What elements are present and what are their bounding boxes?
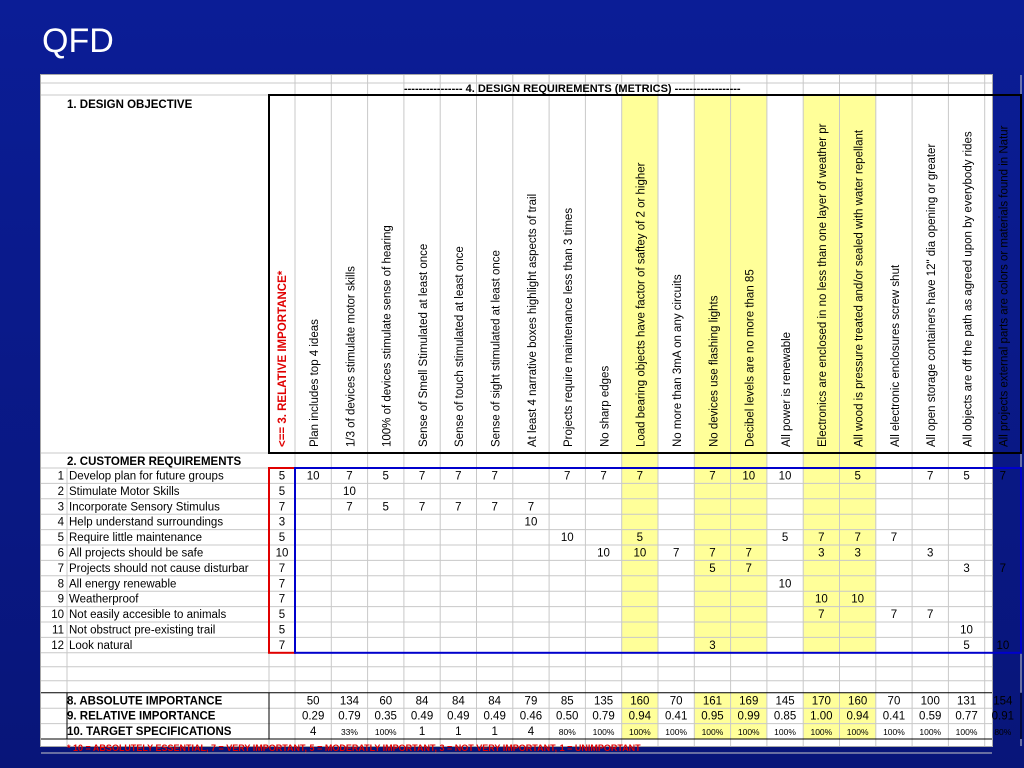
summary-value: 160	[630, 695, 650, 708]
summary-value: 0.49	[410, 710, 434, 723]
relationship-value: 3	[854, 547, 861, 560]
requirement-importance: 3	[278, 516, 286, 529]
metric-label: Projects require maintenance less than 3 times	[563, 207, 576, 447]
relationship-value: 10	[560, 532, 574, 545]
relative-importance-column-label: <== 3. RELATIVE IMPORTANCE*	[277, 270, 289, 447]
metric-label: All electronic enclosures screw shut	[889, 264, 902, 447]
design-objective-label: 1. DESIGN OBJECTIVE	[67, 99, 193, 111]
summary-value: 0.50	[556, 710, 579, 723]
relationship-value: 10	[524, 516, 538, 529]
summary-value: 0.91	[991, 710, 1015, 723]
metric-label: 100% of devices stimulate sense of hearing	[381, 225, 394, 447]
summary-value: 0.41	[882, 710, 906, 723]
summary-value: 0.79	[338, 710, 361, 723]
metric-label: No devices use flashing lights	[708, 295, 721, 447]
requirement-importance: 5	[278, 470, 286, 483]
requirement-name: Stimulate Motor Skills	[69, 485, 180, 498]
requirement-name: All energy renewable	[69, 578, 177, 591]
relationship-value: 5	[382, 470, 389, 483]
summary-value: 50	[306, 695, 320, 708]
requirement-number: 12	[51, 639, 64, 652]
requirement-number: 3	[57, 501, 64, 514]
requirement-importance: 7	[278, 501, 286, 514]
relationship-value: 3	[963, 562, 970, 575]
relationship-value: 7	[491, 470, 498, 483]
summary-value: 1	[491, 726, 498, 739]
relationship-value: 10	[960, 624, 973, 637]
metric-label: No more than 3mA on any circuits	[672, 274, 684, 447]
metric-label: Electronics are enclosed in no less than one layer of weather pr	[817, 123, 830, 447]
summary-value: 100%	[846, 727, 869, 738]
requirement-name: Look natural	[69, 639, 133, 652]
qfd-matrix	[41, 75, 1015, 753]
summary-value: 100%	[810, 727, 833, 738]
relationship-value: 10	[343, 485, 356, 498]
summary-value: 33%	[340, 727, 358, 738]
requirement-name: Require little maintenance	[69, 532, 202, 545]
summary-value: 4	[309, 726, 317, 739]
relationship-value: 10	[996, 639, 1010, 652]
relationship-value: 7	[927, 470, 934, 483]
metric-label: Plan includes top 4 ideas	[309, 319, 321, 447]
summary-value: 100%	[919, 727, 942, 738]
summary-value: 135	[593, 695, 614, 708]
metric-label: Sense of sight stimulated at least once	[490, 250, 503, 447]
requirement-name: Not easily accesible to animals	[69, 609, 227, 622]
summary-value: 84	[415, 695, 429, 708]
metric-label: All wood is pressure treated and/or sealed with water repellant	[853, 129, 866, 447]
relationship-value: 10	[633, 547, 647, 560]
summary-value: 0.29	[301, 710, 325, 723]
relationship-value: 7	[745, 547, 752, 560]
relationship-value: 10	[814, 593, 828, 606]
metric-label: All open storage containers have 12" dia opening or greater	[926, 143, 939, 447]
requirement-name: Not obstruct pre-existing trail	[69, 624, 216, 637]
relationship-value: 7	[491, 501, 498, 514]
requirement-importance: 7	[278, 593, 286, 606]
relationship-value: 3	[709, 639, 716, 652]
summary-value: 60	[379, 695, 393, 708]
requirement-name: Develop plan for future groups	[69, 470, 224, 483]
relationship-value: 5	[781, 532, 789, 545]
qfd-spreadsheet	[40, 74, 1015, 753]
relationship-value: 5	[963, 470, 970, 483]
relationship-value: 7	[527, 501, 535, 514]
relationship-value: 7	[927, 609, 934, 622]
requirement-name: Projects should not cause disturbar	[69, 562, 249, 575]
metric-label: All power is renewable	[780, 331, 793, 447]
relationship-value: 7	[709, 470, 716, 483]
summary-value: 0.41	[664, 710, 688, 723]
summary-value: 0.46	[519, 710, 543, 723]
summary-value: 169	[739, 695, 759, 708]
relationship-value: 7	[745, 562, 752, 575]
requirement-importance: 5	[278, 532, 286, 545]
metric-label: At least 4 narrative boxes highlight aspects of trail	[526, 193, 539, 447]
relationship-value: 7	[346, 470, 353, 483]
relationship-value: 7	[600, 470, 607, 483]
metric-label: All objects are off the path as agreed upon by everybody rides	[962, 131, 975, 447]
requirement-importance: 5	[278, 485, 286, 498]
relationship-value: 7	[636, 470, 644, 483]
summary-value: 100%	[374, 727, 397, 738]
relationship-value: 5	[854, 470, 861, 483]
summary-value: 100%	[883, 727, 905, 738]
summary-value: 0.94	[846, 710, 869, 723]
summary-value: 0.59	[919, 710, 942, 723]
summary-value: 100%	[701, 727, 724, 738]
design-requirements-header: ---------------- 4. DESIGN REQUIREMENTS (METRICS) ------------------	[403, 83, 741, 95]
summary-value: 70	[669, 695, 683, 708]
relationship-value: 10	[778, 470, 792, 483]
summary-label: 8. ABSOLUTE IMPORTANCE	[67, 695, 223, 708]
metric-label: Sense of Smell Stimulated at least once	[417, 243, 430, 447]
customer-requirements-label: 2. CUSTOMER REQUIREMENTS	[67, 456, 242, 468]
relationship-value: 5	[382, 501, 389, 514]
requirement-number: 6	[57, 547, 64, 560]
requirement-number: 11	[52, 624, 64, 637]
summary-value: 84	[488, 695, 502, 708]
summary-value: 100%	[955, 727, 978, 738]
metric-label: No sharp edges	[599, 365, 612, 447]
summary-value: 100	[920, 695, 940, 708]
summary-value: 70	[887, 695, 901, 708]
requirement-name: All projects should be safe	[69, 547, 204, 560]
metric-label: 1/3 of devices stimulate motor skills	[345, 266, 358, 447]
relationship-value: 7	[672, 547, 680, 560]
slide-title: QFD	[42, 22, 114, 60]
relationship-value: 10	[851, 593, 865, 606]
requirement-importance: 5	[278, 624, 286, 637]
summary-value: 0.94	[628, 710, 652, 723]
summary-value: 0.49	[447, 710, 470, 723]
relationship-value: 5	[709, 562, 716, 575]
summary-value: 0.95	[701, 710, 724, 723]
relationship-value: 7	[999, 470, 1007, 483]
relationship-value: 7	[418, 470, 426, 483]
relationship-value: 7	[818, 609, 825, 622]
requirement-number: 7	[57, 562, 64, 575]
relationship-value: 5	[636, 532, 644, 545]
summary-value: 4	[527, 726, 535, 739]
summary-value: 0.79	[592, 710, 615, 723]
relationship-value: 7	[890, 532, 898, 545]
requirement-importance: 7	[278, 578, 286, 591]
relationship-value: 10	[306, 470, 320, 483]
summary-value: 0.85	[773, 710, 797, 723]
relationship-value: 7	[455, 470, 462, 483]
summary-value: 100%	[774, 727, 796, 738]
summary-value: 131	[956, 695, 977, 708]
summary-value: 84	[451, 695, 465, 708]
summary-value: 100%	[592, 727, 615, 738]
summary-value: 161	[702, 695, 723, 708]
relationship-value: 7	[346, 501, 353, 514]
requirement-number: 10	[51, 609, 64, 622]
summary-value: 134	[339, 695, 360, 708]
metric-label: Decibel levels are no more than 85	[744, 269, 757, 447]
summary-value: 80%	[558, 727, 576, 738]
requirement-number: 4	[57, 516, 64, 529]
summary-value: 85	[560, 695, 574, 708]
summary-value: 170	[811, 695, 831, 708]
metric-label: All projects external parts are colors or materials found in Natur	[998, 125, 1011, 447]
metric-label: Sense of touch stimulated at least once	[454, 246, 467, 447]
relationship-value: 7	[455, 501, 462, 514]
summary-value: 80%	[994, 727, 1012, 738]
summary-value: 79	[524, 695, 538, 708]
relationship-value: 3	[927, 547, 934, 560]
importance-scale-footnote: * 10 = ABSOLUTELY ESSENTIAL, 7 = VERY IMPORTANT, 5 = MODERATLY IMPORTANT, 3 = NOT VERY IMPORTANT, 1 = UNIMPORTANT	[67, 743, 641, 753]
relationship-value: 5	[963, 639, 970, 652]
requirement-number: 5	[57, 532, 64, 545]
requirement-number: 9	[57, 593, 64, 606]
summary-value: 100%	[737, 727, 760, 738]
summary-value: 145	[775, 695, 795, 708]
relationship-value: 7	[999, 562, 1007, 575]
summary-label: 9. RELATIVE IMPORTANCE	[67, 710, 216, 723]
requirement-number: 2	[57, 485, 64, 498]
requirement-importance: 10	[275, 547, 289, 560]
summary-value: 1	[418, 726, 426, 739]
requirement-number: 1	[57, 470, 64, 483]
summary-value: 0.99	[737, 710, 760, 723]
summary-value: 100%	[665, 727, 688, 738]
summary-value: 0.77	[955, 710, 978, 723]
relationship-value: 7	[854, 532, 861, 545]
requirement-name: Incorporate Sensory Stimulus	[69, 501, 220, 514]
summary-label: 10. TARGET SPECIFICATIONS	[67, 726, 232, 739]
requirement-number: 8	[57, 578, 64, 591]
relationship-value: 7	[709, 547, 716, 560]
metric-label: Load bearing objects have factor of saftey of 2 or higher	[635, 162, 648, 447]
requirement-importance: 7	[278, 639, 286, 652]
summary-value: 1.00	[810, 710, 833, 723]
relationship-value: 7	[564, 470, 571, 483]
requirement-name: Weatherproof	[69, 593, 139, 606]
relationship-value: 7	[890, 609, 898, 622]
requirement-importance: 5	[278, 609, 286, 622]
summary-value: 0.49	[483, 710, 506, 723]
relationship-value: 7	[418, 501, 426, 514]
summary-value: 1	[455, 726, 462, 739]
relationship-value: 7	[818, 532, 825, 545]
relationship-value: 10	[597, 547, 610, 560]
requirement-name: Help understand surroundings	[69, 516, 224, 529]
summary-value: 154	[993, 695, 1013, 708]
requirement-importance: 7	[278, 562, 286, 575]
relationship-value: 10	[778, 578, 792, 591]
relationship-value: 3	[818, 547, 825, 560]
summary-value: 100%	[628, 727, 651, 738]
summary-value: 160	[848, 695, 868, 708]
summary-value: 0.35	[374, 710, 397, 723]
relationship-value: 10	[742, 470, 756, 483]
